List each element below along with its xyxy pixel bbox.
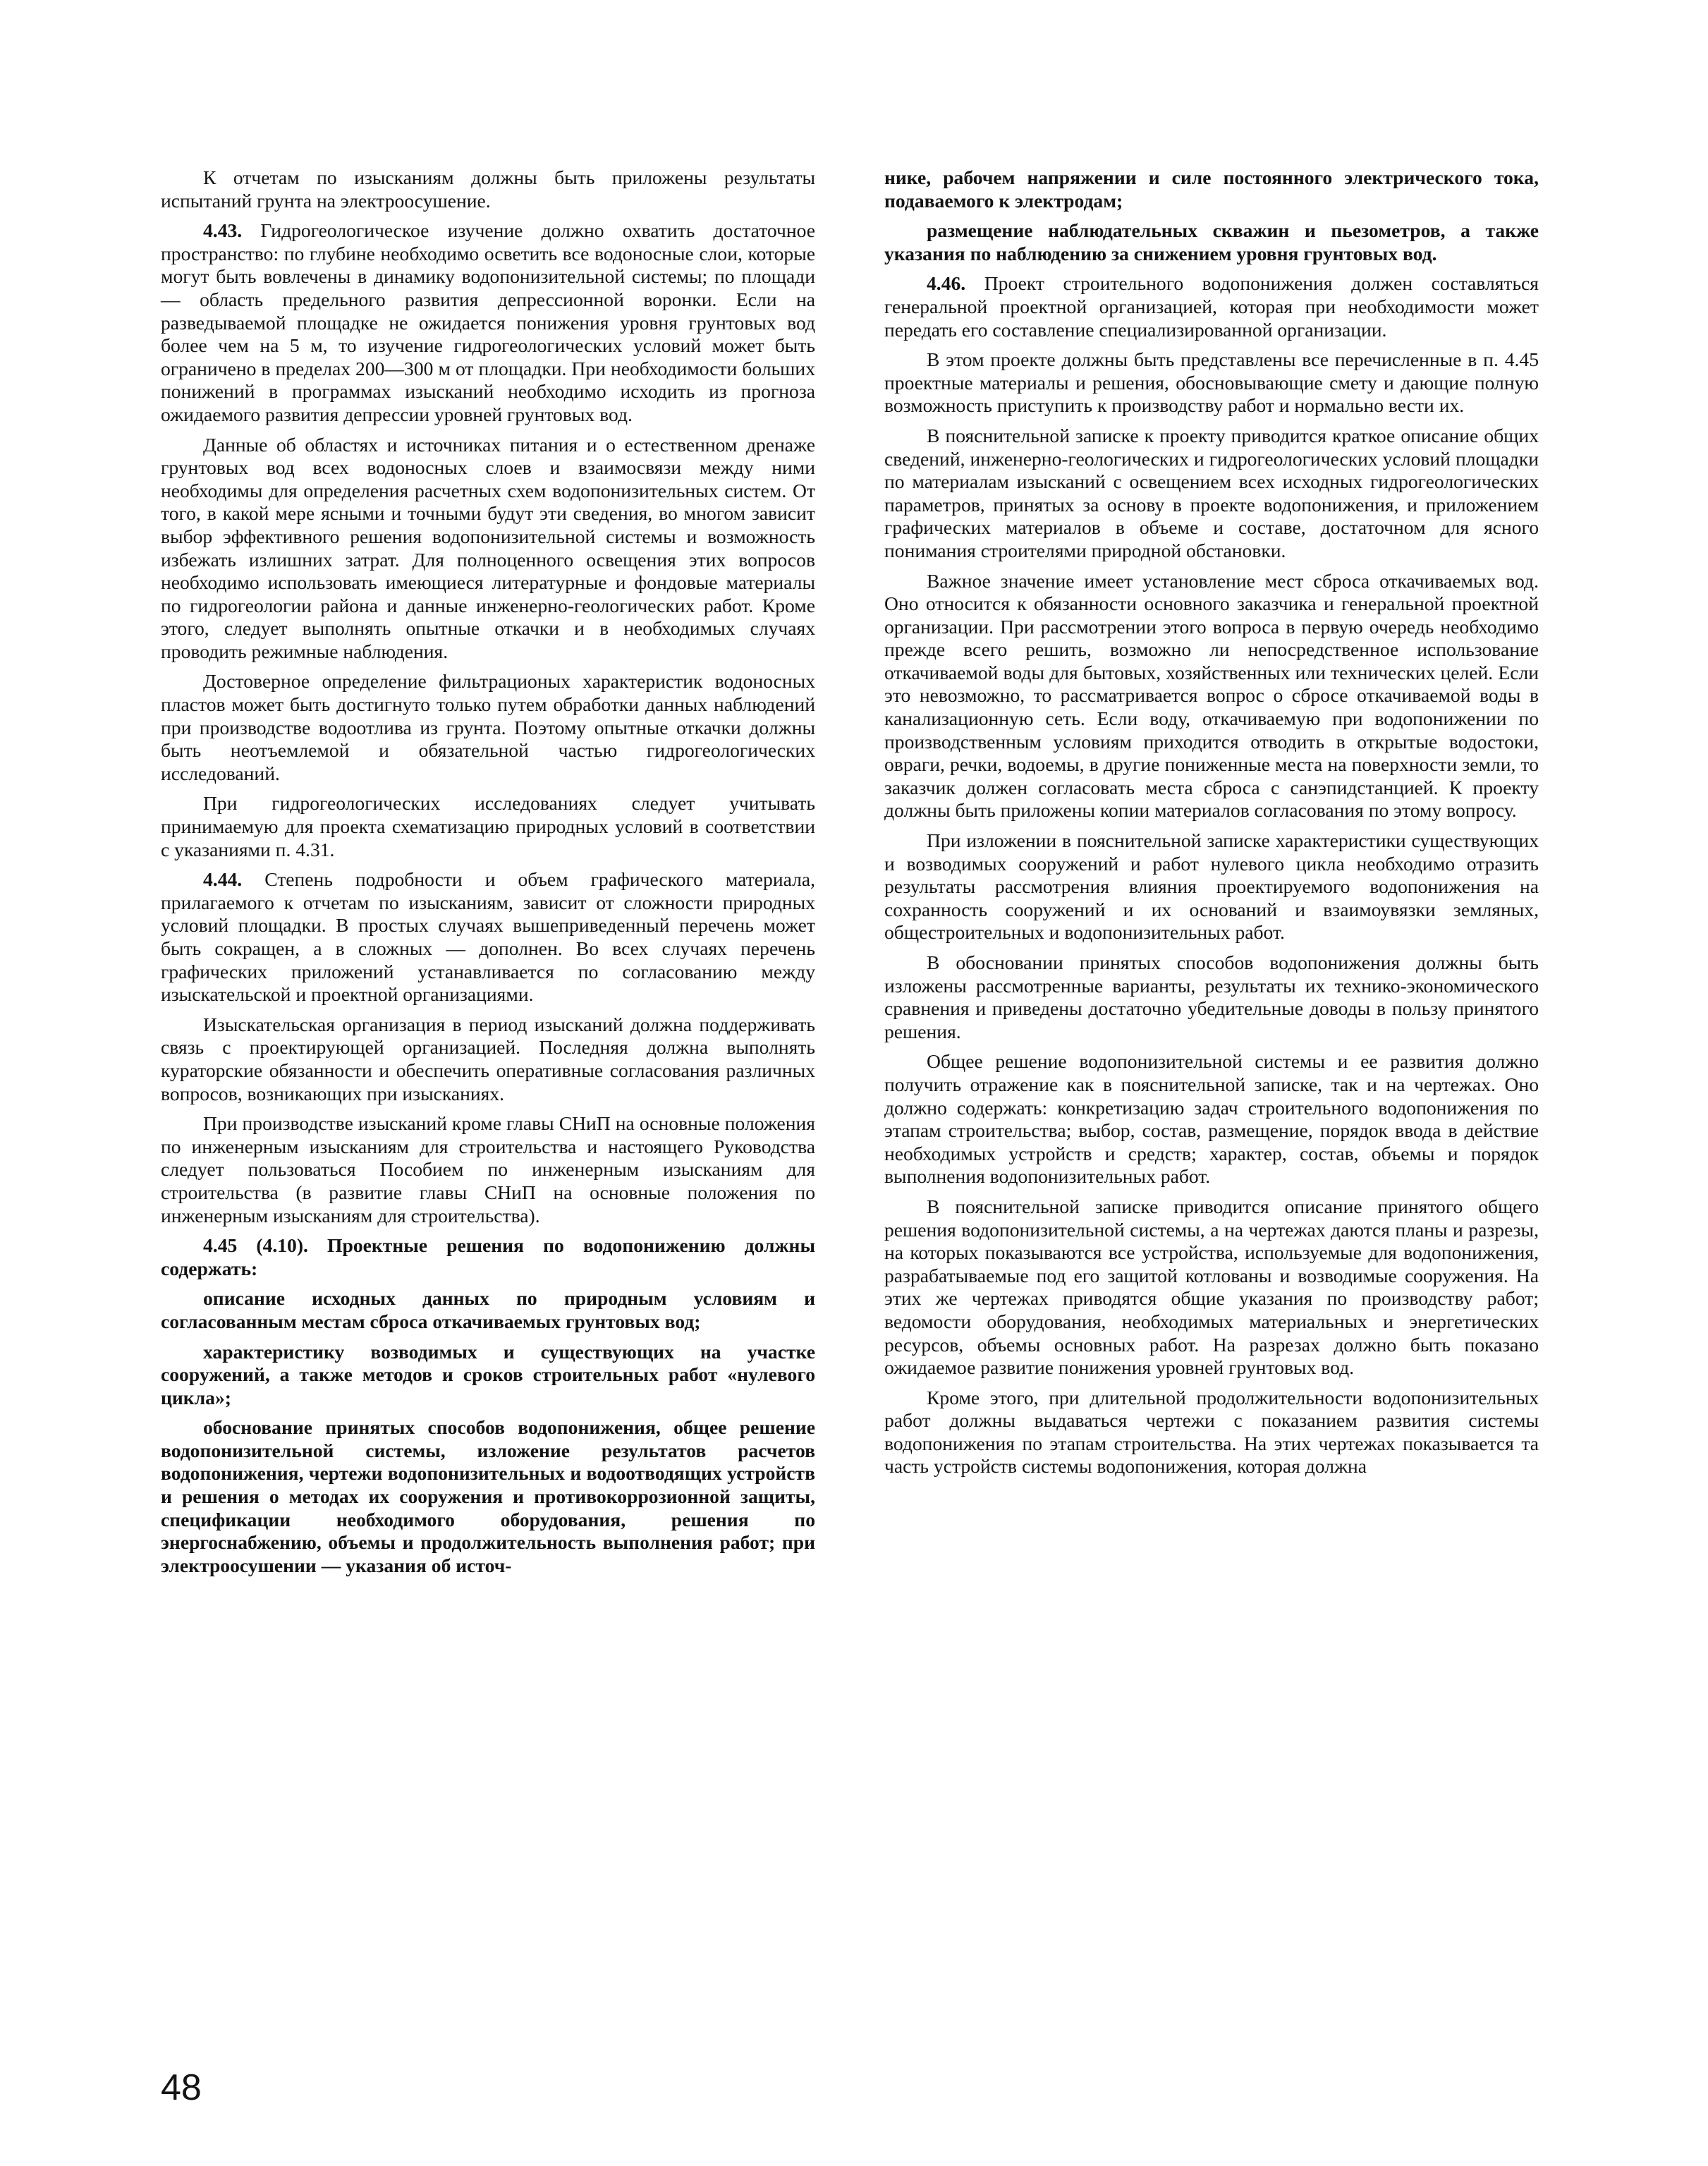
paragraph bbox=[884, 1195, 1539, 1380]
paragraph bbox=[884, 1387, 1539, 1478]
paragraph bbox=[884, 425, 1539, 563]
paragraph bbox=[884, 166, 1539, 212]
paragraph-text: Проектные решения по водопонижению должны содержать: bbox=[161, 1234, 815, 1279]
paragraph-text: При гидрогеологических исследованиях следует учитывать принимаемую для проекта схематизацию природных условий в соответствии с указаниями п. 4.31. bbox=[161, 792, 815, 860]
paragraph bbox=[161, 1014, 815, 1105]
paragraph-text: В обосновании принятых способов водопонижения должны быть изложены рассмотренные варианты, результаты их технико-экономического сравнения и приведены достаточно убедительные доводы в пользу принятого решения. bbox=[884, 951, 1539, 1042]
paragraph bbox=[884, 829, 1539, 944]
paragraph bbox=[161, 1234, 815, 1280]
paragraph bbox=[884, 272, 1539, 341]
left-column bbox=[161, 166, 815, 1584]
paragraph-text: В этом проекте должны быть представлены все перечисленные в п. 4.45 проектные материалы и решения, обосновывающие смету и дающие полную возможность приступить к производству работ и нормально вести их. bbox=[884, 348, 1539, 417]
section-number: 4.45 (4.10). bbox=[203, 1234, 308, 1257]
paragraph-text: При производстве изысканий кроме главы СНиП на основные положения по инженерным изысканиям для строительства и настоящего Руководства следует пользоваться Пособием по инженерным изысканиям для строительства (в развитие главы СНиП на основные положения по инженерным изысканиям для строительства). bbox=[161, 1112, 815, 1227]
paragraph bbox=[161, 670, 815, 785]
paragraph bbox=[161, 166, 815, 212]
paragraph bbox=[161, 219, 815, 426]
paragraph bbox=[884, 951, 1539, 1043]
paragraph bbox=[884, 570, 1539, 823]
paragraph-text: К отчетам по изысканиям должны быть приложены результаты испытаний грунта на электроосушение. bbox=[161, 166, 815, 212]
paragraph bbox=[884, 348, 1539, 418]
paragraph-text: Данные об областях и источниках питания и о естественном дренаже грунтовых вод всех водоносных слоев и взаимосвязи между ними необходимы для определения расчетных схем водопонизительных систем. От того, в какой мере ясными и точными будут эти сведения, во многом зависит выбор эффективного решения водопонизительной системы и возможность избежать излишних затрат. Для полноценного освещения этих вопросов необходимо использовать имеющиеся литературные и фондовые материалы по гидрогеологии района и данные инженерно-геологических работ. Кроме этого, следует выполнять опытные откачки и в необходимых случаях проводить режимные наблюдения. bbox=[161, 433, 815, 662]
paragraph-text: нике, рабочем напряжении и силе постоянного электрического тока, подаваемого к электродам; bbox=[884, 166, 1539, 212]
paragraph bbox=[161, 1287, 815, 1333]
paragraph-text: В пояснительной записке приводится описание принятого общего решения водопонизительной системы, а на чертежах даются планы и разрезы, на которых показываются все устройства, используемые для водопонижения, разрабатываемые под его защитой котлованы и возводимые сооружения. На этих же чертежах приводятся общие указания по производству работ; ведомости оборудования, необходимых материальных и энергетических ресурсов, объемы основных работ. На разрезах должно быть показано ожидаемое развитие понижения уровней грунтовых вод. bbox=[884, 1195, 1539, 1379]
section-number: 4.43. bbox=[203, 219, 243, 242]
paragraph-text: Общее решение водопонизительной системы и ее развития должно получить отражение как в пояснительной записке, так и на чертежах. Оно должно содержать: конкретизацию задач строительного водопонижения по этапам строительства; выбор, состав, размещение, порядок ввода в действие необходимых устройств и средств; характер, состав, объемы и порядок выполнения водопонизительных работ. bbox=[884, 1050, 1539, 1188]
paragraph bbox=[161, 1416, 815, 1577]
paragraph bbox=[161, 868, 815, 1006]
paragraph-text: Проект строительного водопонижения должен составляться генеральной проектной организацией, которая при необходимости может передать его составление специализированной организации. bbox=[884, 272, 1539, 341]
paragraph bbox=[884, 219, 1539, 265]
paragraph bbox=[161, 1112, 815, 1227]
paragraph-text: описание исходных данных по природным условиям и согласованным местам сброса откачиваемых грунтовых вод; bbox=[161, 1287, 815, 1332]
page-number: 48 bbox=[161, 2067, 202, 2108]
right-column bbox=[884, 166, 1539, 1485]
paragraph-text: При изложении в пояснительной записке характеристики существующих и возводимых сооружений и работ нулевого цикла необходимо отразить результаты рассмотрения влияния проектируемого водопонижения на сохранность сооружений и их оснований и взаимоувязки земляных, общестроительных и водопонизительных работ. bbox=[884, 829, 1539, 944]
paragraph bbox=[161, 792, 815, 861]
paragraph-text: Гидрогеологическое изучение должно охватить достаточное пространство: по глубине необходимо осветить все водоносные слои, которые могут быть вовлечены в динамику водопонизительной системы; по площади — область предельного развития депрессионной воронки. Если на разведываемой площадке не ожидается понижения уровня грунтовых вод более чем на 5 м, то изучение гидрогеологических условий может быть ограничено в пределах 200—300 м от площадки. При необходимости больших понижений в программах изысканий необходимо исходить из прогноза ожидаемого развития депрессии уровней грунтовых вод. bbox=[161, 219, 815, 425]
paragraph-text: Кроме этого, при длительной продолжительности водопонизительных работ должны выдаваться чертежи с показанием развития системы водопонижения по этапам строительства. На этих чертежах показывается та часть устройств системы водопонижения, которая должна bbox=[884, 1386, 1539, 1478]
paragraph-text: размещение наблюдательных скважин и пьезометров, а также указания по наблюдению за снижением уровня грунтовых вод. bbox=[884, 219, 1539, 264]
paragraph-text: Степень подробности и объем графического материала, прилагаемого к отчетам по изысканиям, зависит от сложности природных условий площадки. В простых случаях вышеприведенный перечень может быть сокращен, а в сложных — дополнен. Во всех случаях перечень графических приложений устанавливается по согласованию между изыскательской и проектной организациями. bbox=[161, 868, 815, 1006]
paragraph-text: характеристику возводимых и существующих на участке сооружений, а также методов и сроков строительных работ «нулевого цикла»; bbox=[161, 1340, 815, 1408]
paragraph-text: Важное значение имеет установление мест сброса откачиваемых вод. Оно относится к обязанности основного заказчика и генеральной проектной организации. При рассмотрении этого вопроса в первую очередь необходимо прежде всего решить, возможно ли непосредственное использование откачиваемой воды для бытовых, хозяйственных или технических целей. Если это невозможно, то рассматривается вопрос о сбросе откачиваемой воды в канализационную сеть. Если воду, откачиваемую при водопонижении по производственным условиям приходится отводить в открытые водостоки, овраги, речки, водоемы, в другие пониженные места на поверхности земли, то заказчик должен согласовать места сброса с санэпидстанцией. К проекту должны быть приложены копии материалов согласования по этому вопросу. bbox=[884, 569, 1539, 822]
paragraph bbox=[884, 1050, 1539, 1188]
paragraph-text: Достоверное определение фильтрационых характеристик водоносных пластов может быть достигнуто только путем обработки данных наблюдений при производстве водоотлива из грунта. Поэтому опытные откачки должны быть неотъемлемой и обязательной частью гидрогеологических исследований. bbox=[161, 670, 815, 784]
paragraph bbox=[161, 1341, 815, 1410]
paragraph bbox=[161, 434, 815, 664]
paragraph-text: В пояснительной записке к проекту приводится краткое описание общих сведений, инженерно-геологических и гидрогеологических условий площадки по материалам изысканий с освещением всех исходных гидрогеологических параметров, принятых за основу в проекте водопонижения, и приложением графических материалов в объеме и составе, достаточном для ясного понимания строителями природной обстановки. bbox=[884, 424, 1539, 561]
paragraph-text: Изыскательская организация в период изысканий должна поддерживать связь с проектирующей организацией. Последняя должна выполнять кураторские обязанности и обеспечить оперативные согласования различных вопросов, возникающих при изысканиях. bbox=[161, 1013, 815, 1105]
section-number: 4.44. bbox=[203, 868, 243, 891]
section-number: 4.46. bbox=[927, 272, 966, 295]
paragraph-text: обоснование принятых способов водопонижения, общее решение водопонизительной системы, изложение результатов расчетов водопонижения, чертежи водопонизительных и водоотводящих устройств и решения о методах их сооружения и противокоррозионной защиты, спецификации необходимого оборудования, решения по энергоснабжению, объемы и продолжительность выполнения работ; при электроосушении — указания об источ- bbox=[161, 1416, 815, 1576]
